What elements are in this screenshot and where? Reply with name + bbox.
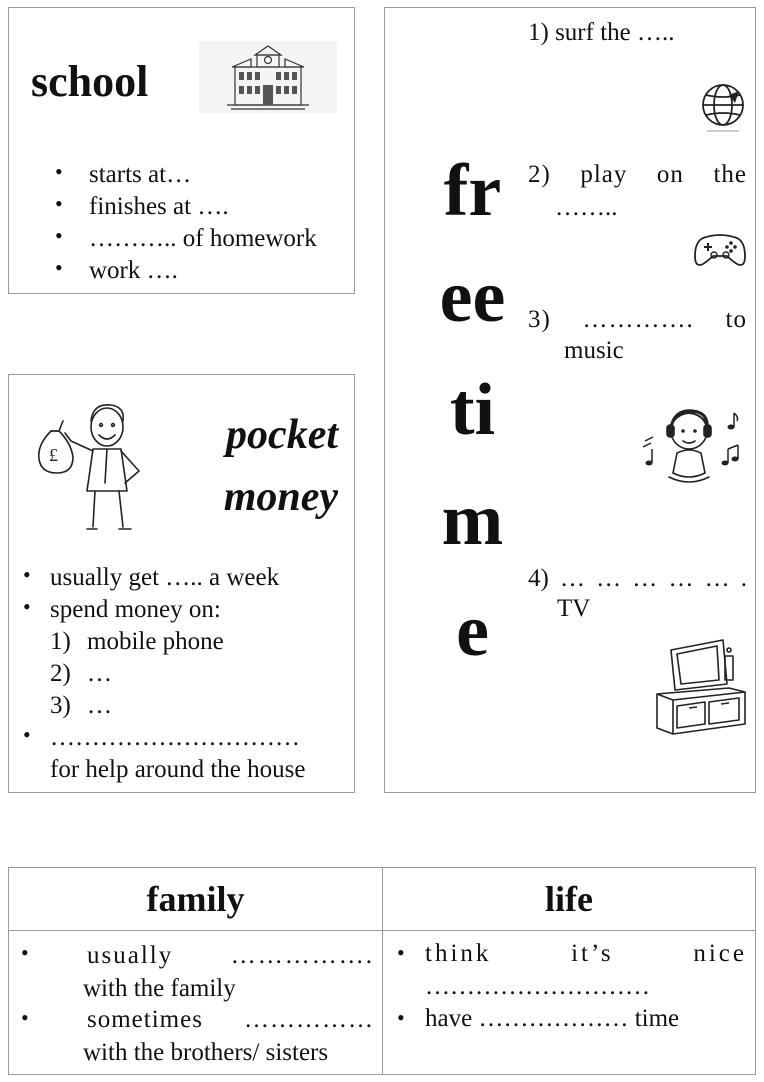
free-time-letters-2: ee: [439, 256, 506, 338]
list-item: work ….: [89, 257, 178, 284]
family-item-1-continuation: with the family: [83, 975, 236, 1002]
life-item-2: have ……………… time: [425, 1005, 680, 1032]
free-time-item-4-continuation: TV: [557, 595, 591, 622]
pound-sign: £: [49, 445, 58, 465]
school-title: school: [31, 57, 149, 106]
free-time-item-3: 3) …………. to: [528, 306, 747, 333]
life-item-1: think it’s nice: [425, 940, 747, 967]
free-time-item-2: 2) play on the: [528, 161, 747, 188]
family-cell: • usually ……………. with the family • sometimes …………… with the brothers/ sisters: [9, 931, 382, 1074]
family-item-1: usually …………….: [87, 942, 374, 969]
free-time-letters-4: m: [441, 479, 504, 561]
family-item-2: sometimes ……………: [87, 1006, 374, 1033]
pocket-title-line1: pocket: [226, 412, 338, 458]
sub-item-text: mobile phone: [87, 628, 224, 655]
list-item: finishes at ….: [89, 193, 229, 220]
list-item: starts at…: [89, 161, 192, 188]
game-controller-icon: [693, 230, 747, 270]
boy-listening-music-icon: [639, 401, 743, 487]
list-item: usually get ….. a week: [50, 564, 280, 591]
life-header: life: [383, 868, 756, 931]
free-time-letters-3: ti: [449, 369, 496, 451]
family-item-2-continuation: with the brothers/ sisters: [83, 1039, 329, 1066]
free-time-letters-5: e: [456, 590, 489, 672]
list-item: ……….. of homework: [89, 225, 317, 252]
school-building-icon: [199, 41, 337, 113]
free-time-letters-1: fr: [443, 150, 502, 232]
free-time-item-4: 4) … … … … … .: [528, 565, 747, 592]
life-cell: • think it’s nice ……………………… • have ……………… time: [383, 931, 755, 1074]
pocket-money-card: £ pocket money • usually get ….. a week • spend money on: 1) mobile phone 2) … 3) … • ………………………… for help around the house: [8, 374, 355, 793]
family-life-table: [8, 867, 756, 1075]
sub-item-number: 1): [50, 628, 71, 655]
sub-item-text: …: [87, 692, 112, 719]
list-item: …………………………: [50, 724, 300, 751]
man-with-money-bag-icon: [27, 387, 177, 537]
list-item-continuation: for help around the house: [50, 756, 306, 783]
list-item: spend money on:: [50, 596, 221, 623]
free-time-card: [384, 7, 756, 793]
school-card: school • starts at… • finishes at …. • ……….. of homework • work ….: [8, 7, 355, 294]
free-time-item-1: 1) surf the …..: [528, 19, 675, 46]
pocket-title-line2: money: [223, 474, 338, 520]
life-item-1-continuation: ………………………: [425, 973, 650, 1000]
sub-item-text: …: [87, 660, 112, 687]
sub-item-number: 2): [50, 660, 71, 687]
free-time-item-3-continuation: music: [564, 337, 624, 364]
tv-icon: [653, 636, 749, 738]
globe-icon: [699, 83, 747, 135]
free-time-item-2-blank: ……..: [555, 194, 618, 221]
sub-item-number: 3): [50, 692, 71, 719]
family-header: family: [9, 868, 383, 931]
